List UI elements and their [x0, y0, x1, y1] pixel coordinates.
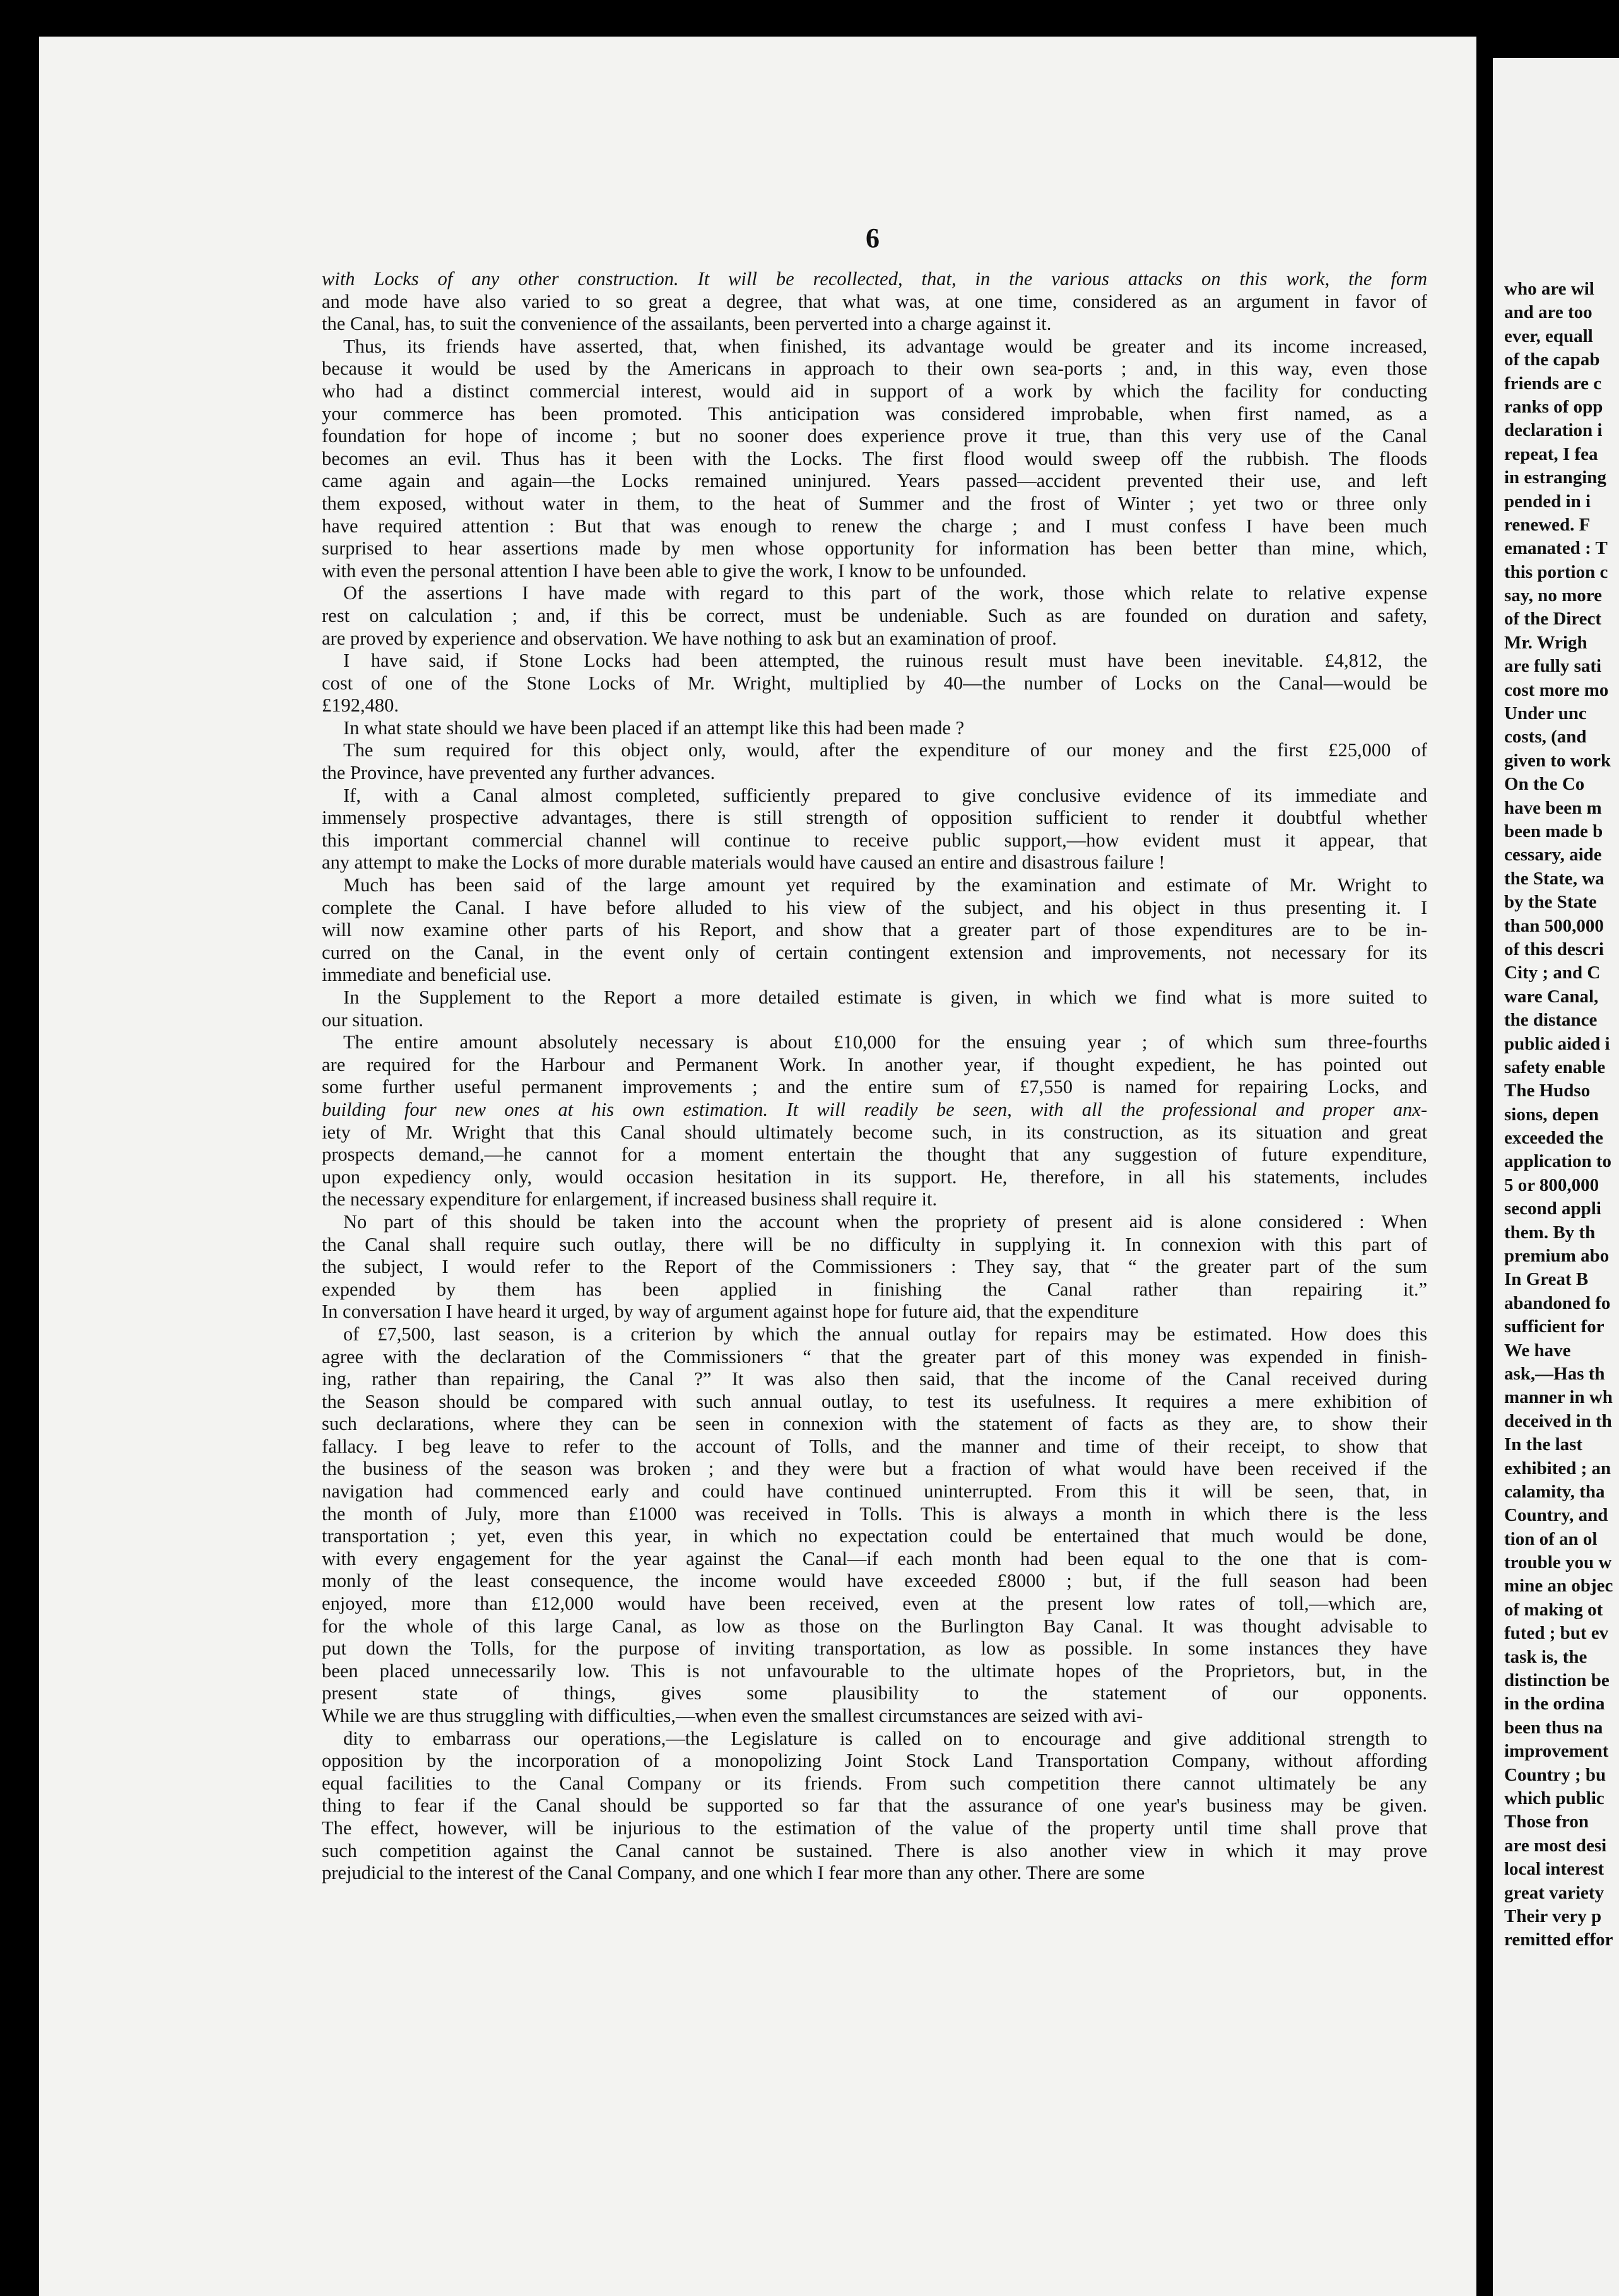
text-line: becomes an evil. Thus has it been with the Locks. The first flood would sweep off the rubbish. The floods	[322, 447, 1427, 469]
text-line: who had a distinct commercial interest, would aid in support of a work by which the facility for conducting	[322, 380, 1427, 402]
text-line: cost of one of the Stone Locks of Mr. Wright, multiplied by 40—the number of Locks on the Canal—would be	[322, 672, 1427, 694]
text-line: any attempt to make the Locks of more durable materials would have caused an entire and disastrous failure !	[322, 852, 1165, 874]
text-line: have required attention : But that was enough to renew the charge ; and I must confess I have been much	[322, 515, 1427, 537]
text-line: prejudicial to the interest of the Canal Company, and one which I fear more than any other. There are some	[322, 1862, 1145, 1884]
adjacent-text-line: tion of an ol	[1504, 1528, 1598, 1549]
document-body	[322, 268, 1427, 1885]
adjacent-text-line: sions, depen	[1504, 1104, 1599, 1125]
adjacent-text-line: by the State	[1504, 892, 1597, 913]
adjacent-text-line: ever, equall	[1504, 325, 1593, 346]
text-line: the Season should be compared with such annual outlay, to test its usefulness. It requires a mere exhibition of	[322, 1390, 1427, 1412]
adjacent-text-line: manner in wh	[1504, 1387, 1613, 1408]
adjacent-text-line: remitted effor	[1504, 1930, 1613, 1950]
adjacent-text-line: 5 or 800,000	[1504, 1174, 1599, 1195]
page-gutter	[1476, 50, 1493, 2296]
adjacent-text-line: Country ; bu	[1504, 1764, 1606, 1785]
adjacent-page	[1493, 58, 1619, 2296]
adjacent-text-line: emanated : T	[1504, 538, 1608, 559]
adjacent-text-line: been thus na	[1504, 1717, 1603, 1738]
adjacent-text-line: are fully sati	[1504, 656, 1602, 677]
text-line: In the Supplement to the Report a more detailed estimate is given, in which we find what is more suited to	[343, 987, 1427, 1008]
adjacent-text-line: On the Co	[1504, 774, 1585, 795]
text-line: your commerce has been promoted. This anticipation was considered improbable, when first named, as a	[322, 402, 1427, 425]
text-line: Thus, its friends have asserted, that, when finished, its advantage would be greater and its income increased,	[343, 335, 1427, 357]
adjacent-text-line: ask,—Has th	[1504, 1363, 1605, 1384]
adjacent-text-line: Country, and	[1504, 1505, 1608, 1526]
text-line: In conversation I have heard it urged, by way of argument against hope for future aid, that the expenditure	[322, 1301, 1139, 1323]
adjacent-text-line: great variety	[1504, 1882, 1604, 1903]
text-line: the subject, I would refer to the Report of the Commissioners : They say, that “ the greater part of the sum	[322, 1256, 1427, 1278]
text-line: surprised to hear assertions made by men whose opportunity for information has been better than mine, which,	[322, 537, 1427, 559]
text-line: will now examine other parts of his Report, and show that a greater part of those expenditures are to be in-	[322, 919, 1427, 941]
text-line: foundation for hope of income ; but no sooner does experience prove it true, than this very use of the Canal	[322, 425, 1427, 447]
adjacent-text-line: In the last	[1504, 1434, 1583, 1455]
adjacent-text-line: calamity, tha	[1504, 1481, 1605, 1502]
adjacent-text-line: safety enable	[1504, 1057, 1606, 1077]
text-line: thing to fear if the Canal should be supported so far that the assurance of one year's business may be given.	[322, 1795, 1427, 1817]
text-line: came again and again—the Locks remained uninjured. Years passed—accident prevented their use, and left	[322, 470, 1427, 492]
adjacent-text-line: the distance	[1504, 1010, 1598, 1031]
adjacent-text-line: mine an objec	[1504, 1576, 1613, 1596]
adjacent-text-line: this portion c	[1504, 561, 1608, 582]
text-line: No part of this should be taken into the account when the propriety of present aid is alone considered : When	[343, 1210, 1427, 1233]
adjacent-text-line: which public	[1504, 1788, 1604, 1808]
text-line: opposition by the incorporation of a monopolizing Joint Stock Land Transportation Company, without affording	[322, 1750, 1427, 1772]
adjacent-text-line: Their very p	[1504, 1906, 1602, 1926]
text-line: this important commercial channel will continue to receive public support,—how evident must it appear, that	[322, 829, 1427, 851]
text-line: expended by them has been applied in finishing the Canal rather than repairing it.”	[322, 1278, 1427, 1300]
text-line: curred on the Canal, in the event only of certain contingent extension and improvements, not necessary for its	[322, 941, 1427, 963]
adjacent-text-line: Those fron	[1504, 1812, 1589, 1832]
text-line: £192,480.	[322, 694, 399, 717]
text-line: are required for the Harbour and Permanent Work. In another year, if thought expedient, he has pointed out	[322, 1053, 1427, 1075]
text-line: prospects demand,—he cannot for a moment entertain the thought that any suggestion of future expenditure,	[322, 1144, 1427, 1166]
adjacent-text-line: exhibited ; an	[1504, 1458, 1611, 1479]
text-line: with every engagement for the year against the Canal—if each month had been equal to the one that is com-	[322, 1547, 1427, 1569]
adjacent-text-line: of this descri	[1504, 939, 1604, 959]
adjacent-text-line: Mr. Wrigh	[1504, 632, 1587, 653]
text-line: Of the assertions I have made with regard to this part of the work, those which relate to relative expense	[343, 582, 1427, 604]
text-line: iety of Mr. Wright that this Canal should ultimately become such, in its construction, as its situation and great	[322, 1121, 1427, 1143]
adjacent-text-line: local interest	[1504, 1859, 1604, 1880]
text-line: dity to embarrass our operations,—the Legislature is called on to encourage and give additional strength to	[343, 1727, 1427, 1749]
adjacent-text-line: in the ordina	[1504, 1694, 1605, 1714]
adjacent-text-line: been made b	[1504, 821, 1603, 841]
text-line: Much has been said of the large amount yet required by the examination and estimate of Mr. Wright to	[343, 874, 1427, 896]
text-line: The effect, however, will be injurious to the estimation of the value of the property until time shall prove that	[322, 1817, 1427, 1839]
adjacent-text-line: application to	[1504, 1151, 1611, 1172]
text-line: and mode have also varied to so great a degree, that what was, at one time, considered as an argument in favor of	[322, 290, 1427, 312]
text-line: monly of the least consequence, the income would have exceeded £8000 ; but, if the full season had been	[322, 1570, 1427, 1592]
adjacent-text-line: exceeded the	[1504, 1128, 1604, 1149]
adjacent-text-line: the State, wa	[1504, 868, 1604, 889]
adjacent-text-line: sufficient for	[1504, 1316, 1604, 1337]
adjacent-text-line: premium abo	[1504, 1246, 1610, 1267]
adjacent-text-line: cost more mo	[1504, 679, 1609, 700]
adjacent-text-line: cessary, aide	[1504, 845, 1602, 865]
text-line: some further useful permanent improvements ; and the entire sum of £7,550 is named for repairing Locks, and	[322, 1076, 1427, 1098]
adjacent-text-line: trouble you w	[1504, 1552, 1612, 1573]
adjacent-text-line: second appli	[1504, 1198, 1601, 1219]
adjacent-text-line: in estranging	[1504, 467, 1606, 488]
text-line: The entire amount absolutely necessary is about £10,000 for the ensuing year ; of which sum three-fourths	[343, 1031, 1427, 1053]
text-line: In what state should we have been placed if an attempt like this had been made ?	[343, 717, 965, 739]
adjacent-text-line: The Hudso	[1504, 1081, 1591, 1101]
adjacent-text-line: improvement	[1504, 1741, 1609, 1762]
adjacent-text-line: distinction be	[1504, 1670, 1610, 1691]
adjacent-text-line: pended in i	[1504, 491, 1591, 512]
adjacent-text-line: Under unc	[1504, 703, 1587, 724]
text-line: upon expediency only, would occasion hesitation in its support. He, therefore, in all his statements, includes	[322, 1166, 1427, 1188]
text-line: our situation.	[322, 1009, 423, 1031]
adjacent-text-line: repeat, I fea	[1504, 443, 1598, 464]
text-line: the month of July, more than £1000 was received in Tolls. This is always a month in which there is the less	[322, 1502, 1427, 1525]
text-line: the Canal, has, to suit the convenience of the assailants, been perverted into a charge against it.	[322, 313, 1052, 335]
adjacent-text-line: of making ot	[1504, 1599, 1603, 1620]
text-line: immediate and beneficial use.	[322, 964, 552, 986]
text-line: complete the Canal. I have before alluded to his view of the subject, and his object in thus presenting it. I	[322, 896, 1427, 918]
text-line: them exposed, without water in them, to the heat of Summer and the frost of Winter ; yet two or three only	[322, 492, 1427, 514]
text-line: present state of things, gives some plausibility to the statement of our opponents.	[322, 1682, 1427, 1704]
text-line: building four new ones at his own estimation. It will readily be seen, with all the professional and proper anx-	[322, 1098, 1427, 1120]
adjacent-text-line: futed ; but ev	[1504, 1623, 1609, 1644]
text-line: transportation ; yet, even this year, in which no expectation could be entertained that much would be done,	[322, 1525, 1427, 1547]
text-line: the Province, have prevented any further advances.	[322, 762, 715, 784]
adjacent-text-line: City ; and C	[1504, 963, 1601, 983]
adjacent-page-text	[1493, 278, 1613, 1952]
text-line: are proved by experience and observation. We have nothing to ask but an examination of proof.	[322, 627, 1057, 649]
adjacent-text-line: who are wil	[1504, 279, 1594, 299]
text-line: fallacy. I beg leave to refer to the account of Tolls, and the manner and time of their receipt, to show that	[322, 1435, 1427, 1457]
text-line: immensely prospective advantages, there is still strength of opposition sufficient to render it doubtful whether	[322, 807, 1427, 829]
text-line: such competition against the Canal cannot be sustained. There is also another view in which it may prove	[322, 1839, 1427, 1861]
text-line: with even the personal attention I have been able to give the work, I know to be unfounded.	[322, 559, 1027, 582]
text-line: equal facilities to the Canal Company or its friends. From such competition there cannot ultimately be any	[322, 1772, 1427, 1794]
text-line: such declarations, where they can be seen in connexion with the statement of facts as they are, to show their	[322, 1413, 1427, 1435]
text-line: If, with a Canal almost completed, sufficiently prepared to give conclusive evidence of its immediate and	[343, 784, 1427, 806]
text-line: because it would be used by the Americans in approach to their own sea-ports ; and, in this way, even those	[322, 358, 1427, 380]
adjacent-text-line: ranks of opp	[1504, 396, 1603, 417]
adjacent-text-line: deceived in th	[1504, 1410, 1612, 1431]
adjacent-text-line: renewed. F	[1504, 514, 1591, 535]
text-line: I have said, if Stone Locks had been attempted, the ruinous result must have been inevitable. £4,812, the	[343, 650, 1427, 672]
adjacent-text-line: In Great B	[1504, 1269, 1589, 1290]
adjacent-text-line: of the Direct	[1504, 609, 1602, 630]
adjacent-text-line: public aided i	[1504, 1033, 1610, 1054]
adjacent-text-line: declaration i	[1504, 420, 1603, 441]
adjacent-text-line: of the capab	[1504, 349, 1600, 370]
text-line: While we are thus struggling with difficulties,—when even the smallest circumstances are seized with avi-	[322, 1705, 1143, 1726]
text-line: been placed unnecessarily low. This is not unfavourable to the ultimate hopes of the Proprietors, but, in the	[322, 1660, 1427, 1682]
text-line: The sum required for this object only, would, after the expenditure of our money and the first £25,000 of	[343, 739, 1427, 761]
text-line: with Locks of any other construction. It will be recollected, that, in the various attacks on this work, the form	[322, 268, 1427, 290]
text-line: the Canal shall require such outlay, there will be no difficulty in supplying it. In connexion with this part of	[322, 1233, 1427, 1255]
adjacent-text-line: friends are c	[1504, 373, 1602, 394]
adjacent-text-line: say, no more	[1504, 585, 1602, 606]
adjacent-text-line: task is, the	[1504, 1646, 1587, 1667]
adjacent-text-line: ware Canal,	[1504, 986, 1599, 1007]
adjacent-text-line: abandoned fo	[1504, 1292, 1611, 1313]
adjacent-text-line: them. By th	[1504, 1222, 1596, 1243]
text-line: navigation had commenced early and could have continued uninterrupted. From this it will be seen, that, in	[322, 1480, 1427, 1502]
text-line: agree with the declaration of the Commissioners “ that the greater part of this money was expended in finish-	[322, 1345, 1427, 1368]
text-line: the business of the season was broken ; and they were but a fraction of what would have been received if the	[322, 1458, 1427, 1480]
text-line: for the whole of this large Canal, as low as those on the Burlington Bay Canal. It was thought advisable to	[322, 1615, 1427, 1637]
text-line: put down the Tolls, for the purpose of inviting transportation, as low as possible. In some instances they have	[322, 1637, 1427, 1660]
text-line: of £7,500, last season, is a criterion by which the annual outlay for repairs may be estimated. How does this	[343, 1323, 1427, 1345]
text-line: ing, rather than repairing, the Canal ?” It was also then said, that the income of the Canal received during	[322, 1368, 1427, 1390]
adjacent-text-line: than 500,000	[1504, 915, 1604, 936]
page-number: 6	[866, 223, 880, 254]
adjacent-text-line: given to work	[1504, 750, 1611, 771]
adjacent-text-line: We have	[1504, 1340, 1571, 1361]
text-line: the necessary expenditure for enlargement, if increased business shall require it.	[322, 1188, 938, 1210]
adjacent-text-line: have been m	[1504, 797, 1602, 818]
adjacent-text-line: are most desi	[1504, 1835, 1607, 1856]
text-line: rest on calculation ; and, if this be correct, must be undeniable. Such as are founded on duration and safety,	[322, 604, 1427, 626]
text-line: enjoyed, more than £12,000 would have been received, even at the present low rates of toll,—which are,	[322, 1593, 1427, 1615]
adjacent-text-line: costs, (and	[1504, 727, 1587, 747]
adjacent-text-line: and are too	[1504, 302, 1593, 323]
